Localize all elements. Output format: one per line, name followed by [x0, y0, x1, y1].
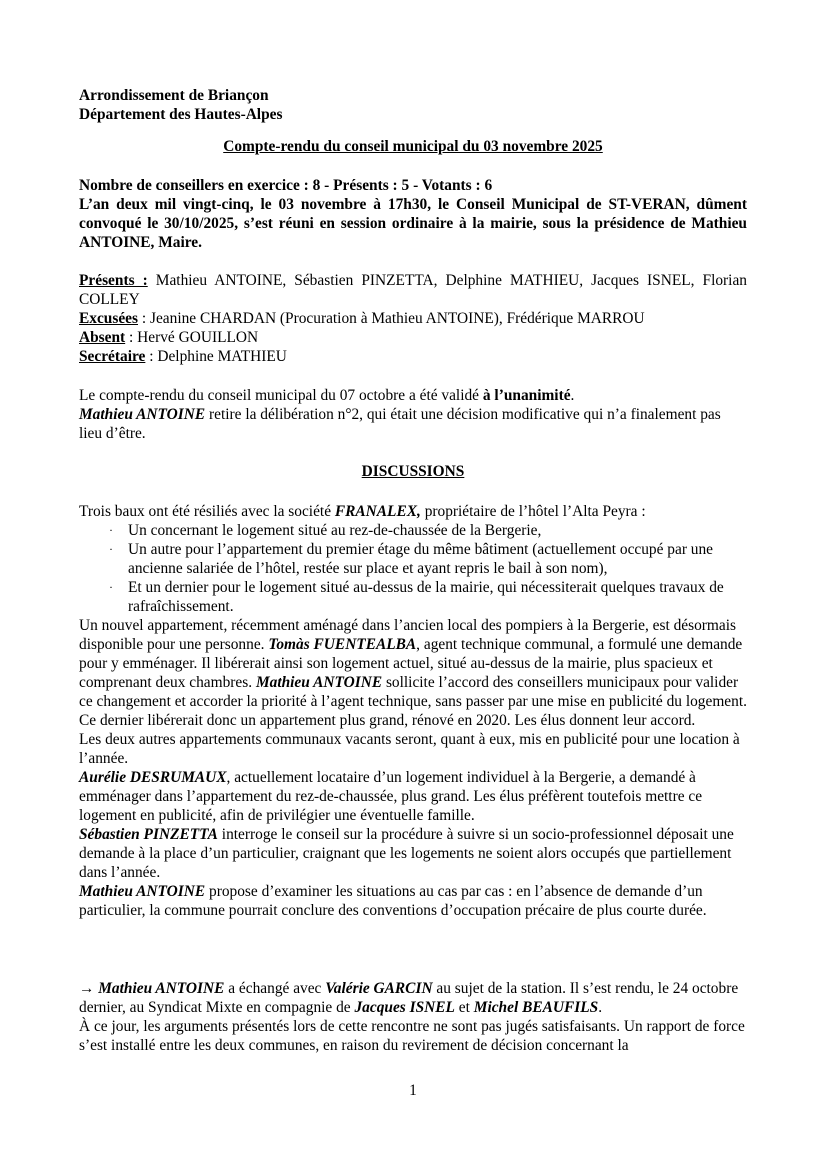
- bullet-icon: ·: [109, 523, 113, 537]
- page-number: 1: [409, 1082, 417, 1099]
- station-block: [79, 979, 747, 1055]
- p4-name: Sébastien PINZETTA: [79, 826, 218, 843]
- secretaire-line: [79, 347, 747, 366]
- baux-intro-end: propriétaire de l’hôtel l’Alta Peyra :: [420, 503, 646, 520]
- excuses-line: [79, 309, 747, 328]
- station-name-antoine: Mathieu ANTOINE: [98, 980, 225, 997]
- page-footer: [79, 1081, 747, 1100]
- presents-label: Présents :: [79, 272, 148, 289]
- station-name-beaufils: Michel BEAUFILS: [473, 999, 599, 1016]
- departement-line: Département des Hautes-Alpes: [79, 106, 283, 123]
- list-item: [79, 521, 747, 540]
- excuses-value: : Jeanine CHARDAN (Procuration à Mathieu ANTOINE), Frédérique MARROU: [138, 310, 645, 327]
- discussions-heading: DISCUSSIONS: [361, 463, 465, 480]
- p5-text: propose d’examiner les situations au cas par cas : en l’absence de demande d’un particulier, la commune pourrait conclure des conventions d’occupation précaire de plus courte durée.: [79, 883, 707, 919]
- secretaire-label: Secrétaire: [79, 348, 146, 365]
- preliminary-block: [79, 386, 747, 443]
- baux-company: FRANALEX,: [334, 503, 421, 520]
- list-item: [79, 540, 747, 578]
- baux-list: [79, 521, 747, 616]
- absent-value: : Hervé GOUILLON: [125, 329, 259, 346]
- arrow-icon: →: [79, 980, 99, 997]
- station-text-2: au sujet de la station. Il s’est rendu, le 24 octobre dernier, au Syndicat Mixte en compagnie de: [79, 980, 739, 1016]
- list-item: [79, 578, 747, 616]
- retire-name: Mathieu ANTOINE: [79, 406, 206, 423]
- nouvel-appartement-paragraph: [79, 616, 747, 730]
- council-counts: Nombre de conseillers en exercice : 8 - Présents : 5 - Votants : 6: [79, 177, 493, 194]
- baux-intro-text: Trois baux ont été résiliés avec la société: [79, 503, 335, 520]
- intro-block: [79, 176, 747, 252]
- p3-name: Aurélie DESRUMAUX: [79, 769, 227, 786]
- validation-unanimity: à l’unanimité: [482, 387, 571, 404]
- document-title-block: [79, 137, 747, 156]
- p1-text-a: Un nouvel appartement, récemment aménagé dans l’ancien local des pompiers à la Bergerie, est désormais disponible pour une personne.: [79, 617, 736, 653]
- validation-end: .: [570, 387, 575, 404]
- station-text-3: et: [454, 999, 474, 1016]
- p1-name-antoine: Mathieu ANTOINE: [255, 674, 383, 691]
- convocation-text: L’an deux mil vingt-cinq, le 03 novembre à 17h30, le Conseil Municipal de ST-VERAN, dûment convoqué le 30/10/2025, s’est réuni en session ordinaire à la mairie, sous la présidence de Mathieu ANTOINE, Maire.: [79, 196, 747, 251]
- station-name-garcin: Valérie GARCIN: [325, 980, 433, 997]
- station-name-isnel: Jacques ISNEL: [354, 999, 455, 1016]
- p1-name-fuentealba: Tomàs FUENTEALBA: [268, 636, 417, 653]
- station-paragraph: [79, 979, 747, 1017]
- absent-line: [79, 328, 747, 347]
- validation-text: Le compte-rendu du conseil municipal du 07 octobre a été validé: [79, 387, 483, 404]
- antoine-proposal-paragraph: [79, 882, 747, 920]
- p4-text: interroge le conseil sur la procédure à suivre si un socio-professionnel déposait une demande à la place d’un particulier, craignant que les logements ne soient alors occupés que partiellement dans l’année.: [79, 826, 734, 881]
- bullet-icon: ·: [109, 580, 113, 594]
- discussions-block: [79, 502, 747, 920]
- list-item-text: Un autre pour l’appartement du premier étage du même bâtiment (actuellement occupé par une ancienne salariée de l’hôtel, restée sur place et ayant repris le bail à son nom),: [128, 541, 714, 577]
- presents-line: [79, 271, 747, 309]
- discussions-heading-block: [79, 462, 747, 481]
- arrondissement-line: Arrondissement de Briançon: [79, 87, 269, 104]
- p3-text: , actuellement locataire d’un logement individuel à la Bergerie, a demandé à emménager dans l’appartement du rez-de-chaussée, plus grand. Les élus préfèrent toutefois mettre ce logement en publicité, afin de privilégier une éventuelle famille.: [79, 769, 703, 824]
- list-item-text: Un concernant le logement situé au rez-de-chaussée de la Bergerie,: [128, 522, 542, 539]
- p1-text-b: , agent technique communal, a formulé une demande pour y emménager. Il libérerait ainsi son logement actuel, situé au-dessus de la mairie, plus spacieux et comprenant deux chambres.: [79, 636, 743, 691]
- autres-appartements-paragraph: Les deux autres appartements communaux vacants seront, quant à eux, mis en publicité pour une location à l’année.: [79, 731, 740, 767]
- station-text-1: a échangé avec: [224, 980, 326, 997]
- retire-text: retire la délibération n°2, qui était une décision modificative qui n’a finalement pas lieu d’être.: [79, 406, 721, 442]
- retire-line: [79, 405, 747, 443]
- excuses-label: Excusées: [79, 310, 138, 327]
- absent-label: Absent: [79, 329, 126, 346]
- bullet-icon: ·: [109, 542, 113, 556]
- list-item-text: Et un dernier pour le logement situé au-dessus de la mairie, qui nécessiterait quelques travaux de rafraîchissement.: [128, 579, 724, 615]
- validation-line: [79, 386, 747, 405]
- p1-text-c: sollicite l’accord des conseillers municipaux pour valider ce changement et accorder la priorité à l’agent technique, sans passer par une mise en publicité du logement. Ce dernier libérerait donc un appartement plus grand, rénové en 2020. Les élus donnent leur accord.: [79, 674, 747, 729]
- station-paragraph-2: À ce jour, les arguments présentés lors de cette rencontre ne sont pas jugés satisfaisants. Un rapport de force s’est installé entre les deux communes, en raison du revirement de décision concernant la: [79, 1018, 745, 1054]
- presents-value: Mathieu ANTOINE, Sébastien PINZETTA, Delphine MATHIEU, Jacques ISNEL, Florian COLLEY: [79, 272, 747, 308]
- secretaire-value: : Delphine MATHIEU: [145, 348, 287, 365]
- document-title: Compte-rendu du conseil municipal du 03 novembre 2025: [223, 138, 603, 155]
- desrumaux-paragraph: [79, 768, 747, 825]
- pinzetta-paragraph: [79, 825, 747, 882]
- attendance-block: [79, 271, 747, 366]
- baux-intro: [79, 502, 747, 521]
- document-header: [79, 86, 747, 124]
- station-text-4: .: [598, 999, 603, 1016]
- p5-name: Mathieu ANTOINE: [79, 883, 206, 900]
